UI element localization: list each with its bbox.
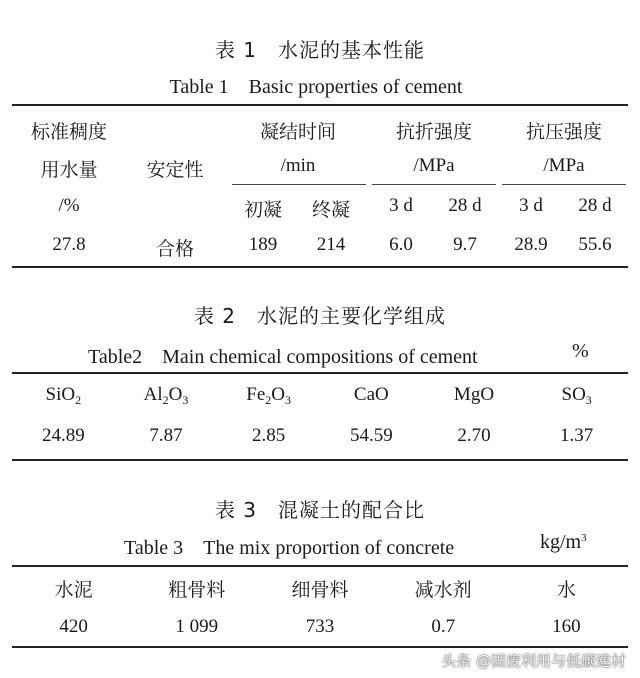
table2-title-cn: 表 2 水泥的主要化学组成 [193, 304, 447, 328]
table2-oxide-header: $Al_2O_3$ [143, 384, 189, 407]
table2-top-rule [12, 372, 628, 374]
table2-oxide-value: 2.70 [457, 425, 491, 446]
table2-oxide-header: MgO [453, 384, 495, 405]
table3-material-header: 细骨料 [291, 579, 349, 601]
table1-consistency-header-line2: 用水量 [40, 159, 98, 181]
table1-consistency-header: 标准稠度 [30, 121, 107, 143]
table3-material-header: 水泥 [54, 579, 93, 601]
table3-unit-base: kg/m [540, 531, 582, 553]
table1-compressive-group-rule [502, 184, 626, 185]
table1-compressive-unit: /MPa [543, 155, 585, 176]
table3-material-value: 0.7 [431, 616, 456, 637]
table2-oxide-value: 54.59 [349, 425, 393, 446]
table2-oxide-value: 2.85 [252, 425, 286, 446]
table1-soundness-value: 合格 [155, 238, 194, 260]
table2-oxide-header: SiO$_2$ [45, 384, 82, 407]
table1-final-value: 214 [316, 234, 346, 255]
table1-compressive-header: 抗压强度 [525, 121, 602, 143]
table1-comp-28d-value: 55.6 [578, 234, 612, 255]
table3-title-cn: 表 3 混凝土的配合比 [214, 498, 426, 522]
table2-oxide-header: $Fe_2O_3$ [246, 384, 292, 407]
table1-consistency-unit: /% [58, 195, 80, 216]
table1-comp-3d-header: 3 d [519, 195, 543, 216]
table1-flex-28d-value: 9.7 [453, 234, 477, 255]
table3-material-header: 水 [556, 579, 576, 601]
table1-top-rule [12, 104, 628, 106]
table3-title-en: Table 3 The mix proportion of concrete [124, 537, 455, 559]
table1-comp-28d-header: 28 d [578, 195, 612, 216]
table1-flexural-unit: /MPa [413, 155, 455, 176]
table1-setting-group-rule [232, 184, 366, 185]
table2-oxide-header: CaO [353, 384, 389, 405]
table1-setting-unit: /min [280, 155, 316, 176]
table1-flex-3d-value: 6.0 [389, 234, 413, 255]
table3-unit-sup: 3 [581, 532, 587, 544]
table2-oxide-value: 7.87 [149, 425, 183, 446]
table1-comp-3d-value: 28.9 [514, 234, 548, 255]
table3-material-header: 粗骨料 [168, 579, 226, 601]
table2-oxide-header: $SO_3$ [561, 384, 592, 407]
table1-setting-time-header: 凝结时间 [259, 121, 336, 143]
table1-initial-value: 189 [248, 234, 278, 255]
table2-oxide-value: 24.89 [41, 425, 85, 446]
table3-material-value: 420 [59, 616, 88, 637]
table1-initial-header: 初凝 [243, 199, 282, 221]
table1-title-cn: 表 1 水泥的基本性能 [214, 38, 426, 62]
watermark: 头条 @固废利用与低碳建材 [441, 652, 626, 670]
table1-flex-3d-header: 3 d [389, 195, 413, 216]
table3-top-rule [12, 565, 628, 567]
table3-material-value: 733 [305, 616, 335, 637]
table3-unit [540, 531, 587, 554]
table1-flexural-group-rule [372, 184, 496, 185]
table1-flex-28d-header: 28 d [448, 195, 482, 216]
table2-title-en: Table2 Main chemical compositions of cement [88, 346, 478, 368]
table1-soundness-header: 安定性 [146, 159, 204, 181]
table3-material-header: 减水剂 [414, 579, 472, 601]
table3-material-value: 1 099 [175, 616, 219, 637]
table1-bottom-rule [12, 266, 628, 268]
table3-material-value: 160 [552, 616, 581, 637]
table2-unit: % [572, 340, 589, 362]
table3-bottom-rule [12, 646, 628, 648]
table1-title-en: Table 1 Basic properties of cement [169, 76, 463, 98]
table2-bottom-rule [12, 459, 628, 461]
table1-final-header: 终凝 [311, 199, 350, 221]
table2-oxide-value: 1.37 [560, 425, 594, 446]
table1-flexural-header: 抗折强度 [395, 121, 472, 143]
table1-consistency-value: 27.8 [52, 234, 86, 255]
